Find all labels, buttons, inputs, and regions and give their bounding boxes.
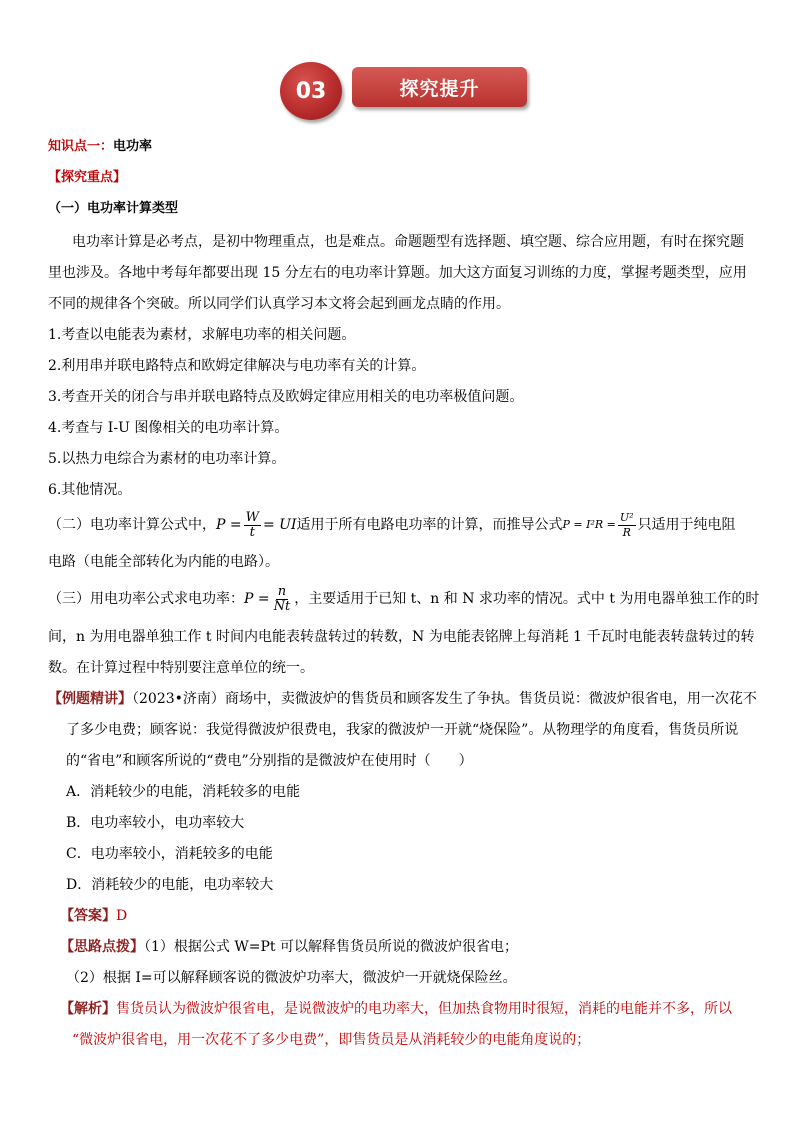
section1-heading: （一）电功率计算类型 xyxy=(48,201,179,216)
section3-line-3: 数。在计算过程中特别要注意单位的统一。 xyxy=(48,660,314,676)
section3-suffix: ，主要适用于已知 t、n 和 N 求功率的情况。式中 t 为用电器单独工作的时 xyxy=(294,591,760,607)
formula-lhs: P = xyxy=(216,517,242,533)
section2-line-1 xyxy=(48,510,736,540)
answer-label: 【答案】 xyxy=(60,908,116,924)
formula-n-over-nt xyxy=(272,585,293,614)
frac2-numerator: U² xyxy=(619,510,634,524)
section3-line-1 xyxy=(48,584,759,614)
section3-line-2: 间，n 为用电器单独工作 t 时间内电能表转盘转过的转数，N 为电能表铭牌上每消耗 1 千瓦时电能表转盘转过的转 xyxy=(48,629,755,645)
example-line-2: 了多少电费；顾客说：我觉得微波炉很费电，我家的微波炉一开就“烧保险”。从物理学的角度看，售货员所说 xyxy=(66,722,739,738)
example-text-1: （2023•济南）商场中，卖微波炉的售货员和顾客发生了争执。售货员说：微波炉很省电，用一次花不 xyxy=(132,691,757,707)
formula-rhs: = UI xyxy=(262,517,297,533)
formula2-lhs: P = I²R = xyxy=(562,518,616,531)
analysis-text-1: 售货员认为微波炉很省电，是说微波炉的电功率大，但加热食物用时很短，消耗的电能并不多，所以 xyxy=(116,1001,732,1017)
analysis-label: 【解析】 xyxy=(60,1001,116,1017)
example-line-1 xyxy=(48,689,757,709)
hint-text-1: （1）根据公式 W=Pt 可以解释售货员所说的微波炉很省电； xyxy=(144,939,518,955)
section-number-badge: 03 xyxy=(280,62,342,120)
formula-w-over-t xyxy=(244,511,261,540)
type-item-1: 1.考查以电能表为素材，求解电功率的相关问题。 xyxy=(48,327,356,343)
analysis-line-2: “微波炉很省电，用一次花不了多少电费”，即售货员是从消耗较少的电能角度说的； xyxy=(72,1032,591,1048)
section2-line-2: 电路（电能全部转化为内能的电路）。 xyxy=(48,554,279,570)
type-item-5: 5.以热力电综合为素材的电功率计算。 xyxy=(48,451,286,467)
hint-line-2: （2）根据 I=可以解释顾客说的微波炉功率大，微波炉一开就烧保险丝。 xyxy=(66,970,517,986)
knowledge-point-label: 知识点一： xyxy=(48,139,114,154)
focus-label: 【探究重点】 xyxy=(48,170,127,185)
intro-line-2: 里也涉及。各地中考每年都要出现 15 分左右的电功率计算题。加大这方面复习训练的力度，掌握考题类型，应用 xyxy=(48,265,747,281)
section2-suffix: 只适用于纯电阻 xyxy=(637,517,736,533)
frac3-denominator: Nt xyxy=(273,598,291,614)
section-title-banner: 探究提升 xyxy=(352,67,527,107)
type-item-4: 4.考查与 I-U 图像相关的电功率计算。 xyxy=(48,420,289,436)
formula-u2-over-r xyxy=(618,511,636,540)
frac-denominator: t xyxy=(249,524,255,540)
formula3-lhs: P = xyxy=(244,591,270,607)
knowledge-point-heading xyxy=(48,137,152,157)
frac2-denominator: R xyxy=(622,525,631,539)
knowledge-point-topic: 电功率 xyxy=(113,139,153,154)
type-item-6: 6.其他情况。 xyxy=(48,482,132,498)
hint-label: 【思路点拨】 xyxy=(60,939,144,955)
section3-prefix: （三）用电功率公式求电功率： xyxy=(48,591,244,607)
intro-line-1: 电功率计算是必考点，是初中物理重点，也是难点。命题题型有选择题、填空题、综合应用题，有时在探究题 xyxy=(72,234,744,250)
analysis-line-1 xyxy=(60,999,732,1019)
type-item-3: 3.考查开关的闭合与串并联电路特点及欧姆定律应用相关的电功率极值问题。 xyxy=(48,389,524,405)
hint-line-1 xyxy=(60,937,518,957)
frac3-numerator: n xyxy=(277,583,287,599)
intro-line-3: 不同的规律各个突破。所以同学们认真学习本文将会起到画龙点睛的作用。 xyxy=(48,296,510,312)
answer-line xyxy=(60,906,127,926)
section2-prefix: （二）电功率计算公式中， xyxy=(48,517,216,533)
option-a: A．消耗较少的电能，消耗较多的电能 xyxy=(66,784,301,800)
option-c: C．电功率较小，消耗较多的电能 xyxy=(66,846,273,862)
type-item-2: 2.利用串并联电路特点和欧姆定律解决与电功率有关的计算。 xyxy=(48,358,426,374)
frac-numerator: W xyxy=(245,509,259,525)
option-d: D．消耗较少的电能，电功率较大 xyxy=(66,877,274,893)
option-b: B．电功率较小，电功率较大 xyxy=(66,815,245,831)
example-line-3: 的“省电”和顾客所说的“费电”分别指的是微波炉在使用时（ ） xyxy=(66,753,473,769)
answer-value: D xyxy=(116,908,128,924)
example-label: 【例题精讲】 xyxy=(48,691,132,707)
section2-middle: 适用于所有电路电功率的计算，而推导公式 xyxy=(296,517,563,533)
